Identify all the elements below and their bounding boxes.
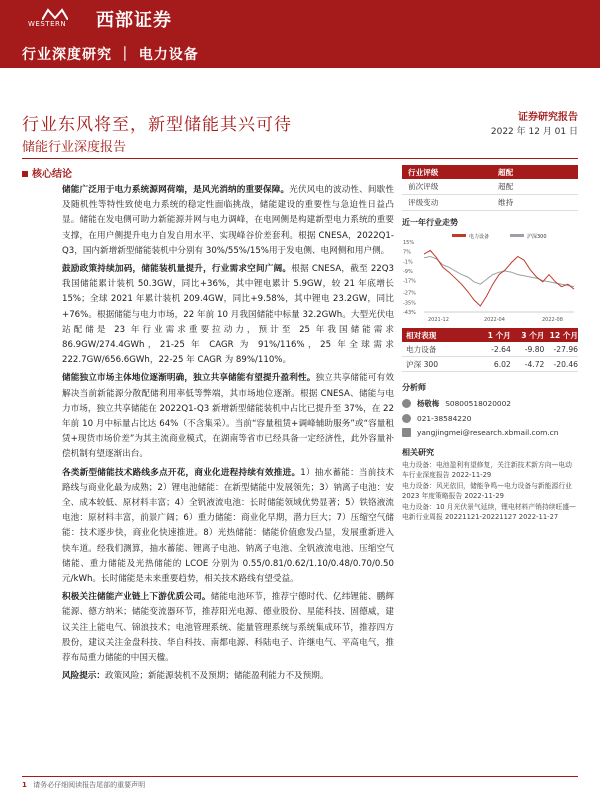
rating-row: 评级变动 维持 xyxy=(402,195,578,211)
rating-table-header: 行业评级 超配 xyxy=(402,165,578,179)
paragraph: 鼓励政策持续加码，储能装机量提升，行业需求空间广阔。根据 CNESA，截至 22Q3 我国储能累计装机 50.3GW，同比+36%，其中锂电累计 5.9GW，较 21 年底增长 15%；全球 2021 年累计装机 209.4GW，同比+9.58%，其中锂电 23.2GW，同比+76%。根据储能与电力市场，22 年前 10 月我国储能中标量 32.2GWh。大型光伏电站配储是 23 年行业需求重要拉动力，预计至 25 年我国储能需求 86.9GW/274.4GWh，21-25 年 CAGR 为 91%/116%，25 年全球需求 222.7GW/656.6GWh，22-25 年 CAGR 为 89%/110%。 xyxy=(62,264,394,366)
related-research-title: 相关研究 xyxy=(402,448,434,457)
trend-chart-svg xyxy=(402,232,578,324)
analyst-name: 杨敬梅 xyxy=(417,399,440,408)
x-tick-label: 2022-08 xyxy=(542,317,563,323)
footer-divider xyxy=(22,776,578,777)
performance-row: 沪深 300 6.02 -4.72 -20.46 xyxy=(402,357,578,372)
footer-disclaimer: 请务必仔细阅读报告尾部的重要声明 xyxy=(33,781,146,789)
page-number: 1 xyxy=(22,781,27,789)
y-tick-label: -1% xyxy=(403,259,413,266)
paragraph: 储能独立市场主体地位逐渐明确，独立共享储能有望提升盈利性。独立共享储能可有效解决当前新能源分散配储利用率低等弊端，其市场地位逐渐。根据 CNESA、储能与电力市场，独立共享储能在 2022Q1-Q3 新增新型储能装机中占比已提升至 37%，在 22 年前 10 月中标量占比达 64%（不含集采）。当前“容量租赁+调峰辅助服务”或“容量租赁+现货市场价差”为其主流商业模式，在湖南等省市已经具备一定经济性，此外容量补偿机制有望逐渐出台。 xyxy=(62,373,394,460)
y-tick-label: -9% xyxy=(403,268,413,275)
legend-swatch-series2 xyxy=(510,234,524,237)
series-line-hs300 xyxy=(424,257,574,287)
related-research-list xyxy=(402,461,578,523)
square-bullet-icon xyxy=(22,171,28,177)
list-item[interactable]: 电力设备：风光依旧，储能争鸣—电力设备与新能源行业 2023 年度策略报告 2022-11-29 xyxy=(402,482,572,500)
y-tick-label: -35% xyxy=(403,300,416,307)
legend-label-series1: 电力设备 xyxy=(469,234,490,240)
person-icon xyxy=(402,399,411,408)
performance-row: 电力设备 -2.64 -9.80 -27.96 xyxy=(402,342,578,357)
page-subtitle: 储能行业深度报告 xyxy=(22,140,127,155)
y-tick-label: -17% xyxy=(403,278,416,285)
paragraph: 各类新型储能技术路线多点开花，商业化进程持续有效推进。1）抽水蓄能：当前技术路线与商业化最为成熟；2）锂电池储能：在新型储能中发展领先；3）钠离子电池：安全、成本较低、原材料丰富；4）全钒液流电池：长时储能领域优势显著；5）铁铬液流电池：原材料丰富，前景广阔；6）重力储能：商业化早期，潜力巨大；7）压缩空气储能：技术逐步快，商业化快速推进。8）光热储能：储能价值愈发凸显，发展重新进入快车道。经我们测算，抽水蓄能、锂离子电池、钠离子电池、全钒液流电池、压缩空气储能、重力储能及光热储能的 LCOE 分别为 0.55/0.81/0.62/1.10/0.48/0.70/0.50 元/kWh。长时储能是未来重要趋势，相关技术路线有望受益。 xyxy=(62,467,394,585)
y-tick-label: -27% xyxy=(403,290,416,297)
paragraph: 储能广泛用于电力系统源网荷端，是风光消纳的重要保障。光伏风电的波动性、间歇性及随机性等特性致使电力系统的稳定性面临挑战，储能建设的重要性与急迫性日益凸显。储能在发电侧可助力新能源并网与电力调峰，在电网侧是构建新型电力系统的重要支撑，在用户侧提升电力自发自用水平、实现峰谷价差套利。根据 CNESA，2022Q1-Q3，国内新增新型储能装机中分别有 30%/55%/15%用于发电侧、电网侧和用户侧。 xyxy=(62,185,394,256)
list-item[interactable]: 电力设备：10 月光伏景气延续，锂电材料产销持续旺盛—电新行业周报 20221121-20221127 2022-11-27 xyxy=(402,503,576,521)
trend-chart xyxy=(402,232,578,324)
paragraph: 积极关注储能产业链上下游优质公司。储能电池环节，推荐宁德时代、亿纬锂能、鹏辉能源、德方纳米；储能变流器环节，推荐阳光电源、德业股份、星能科技、固德威，建议关注上能电气、锦浪技术；电池管理系统、能量管理系统与系统集成环节，推荐四方股份，建议关注金盘科技、华自科技、南都电源、科陆电子、许继电气、平高电气，推荐布局重力储能的中国天楹。 xyxy=(62,592,394,664)
footer xyxy=(22,780,145,790)
risk-warning: 风险提示：政策风险；新能源装机不及预期；储能盈利能力不及预期。 xyxy=(62,671,329,682)
y-tick-label: 7% xyxy=(403,249,411,256)
logo-mark-icon xyxy=(42,8,68,20)
core-conclusion-body xyxy=(62,183,394,688)
rating-row: 前次评级 超配 xyxy=(402,179,578,195)
analyst-email-row xyxy=(402,428,578,437)
brand-name: 西部证券 xyxy=(96,10,172,31)
trend-chart-title: 近一年行业走势 xyxy=(402,218,458,227)
legend-label-series2: 沪深300 xyxy=(527,234,547,240)
x-tick-label: 2021-12 xyxy=(428,317,449,323)
analyst-email[interactable]: yangjingmei@research.xbmail.com.cn xyxy=(417,428,559,437)
performance-table-header: 相对表现 1 个月 3 个月 12 个月 xyxy=(402,328,578,342)
header-banner xyxy=(0,0,600,68)
list-item[interactable]: 电力设备：电池盈利有望修复，关注新技术新方向—电动车行业深度报告 2022-11-29 xyxy=(402,461,572,479)
series-line-power-equipment xyxy=(424,250,574,306)
sidebar xyxy=(402,165,578,525)
email-icon xyxy=(402,428,411,437)
analyst-name-row xyxy=(402,398,578,409)
x-tick-label: 2022-04 xyxy=(484,317,505,323)
page-title: 行业东风将至，新型储能其兴可待 xyxy=(22,115,292,135)
legend-swatch-series1 xyxy=(452,234,466,237)
logo-text: WESTERN xyxy=(28,20,67,28)
logo xyxy=(22,8,92,30)
analyst-cert: S0800518020002 xyxy=(445,399,512,408)
section-title: 行业深度研究 ｜ 电力设备 xyxy=(22,47,199,63)
report-date: 2022 年 12 月 01 日 xyxy=(490,127,578,137)
title-divider xyxy=(22,158,578,159)
y-tick-label: 15% xyxy=(403,240,415,246)
core-conclusion-label: 核心结论 xyxy=(22,165,72,180)
analyst-phone: 021-38584220 xyxy=(417,414,472,423)
report-type: 证券研究报告 xyxy=(518,112,578,123)
y-tick-label: -43% xyxy=(403,310,416,316)
analyst-phone-row xyxy=(402,414,578,423)
phone-icon xyxy=(402,414,411,423)
analyst-title: 分析师 xyxy=(402,383,426,392)
